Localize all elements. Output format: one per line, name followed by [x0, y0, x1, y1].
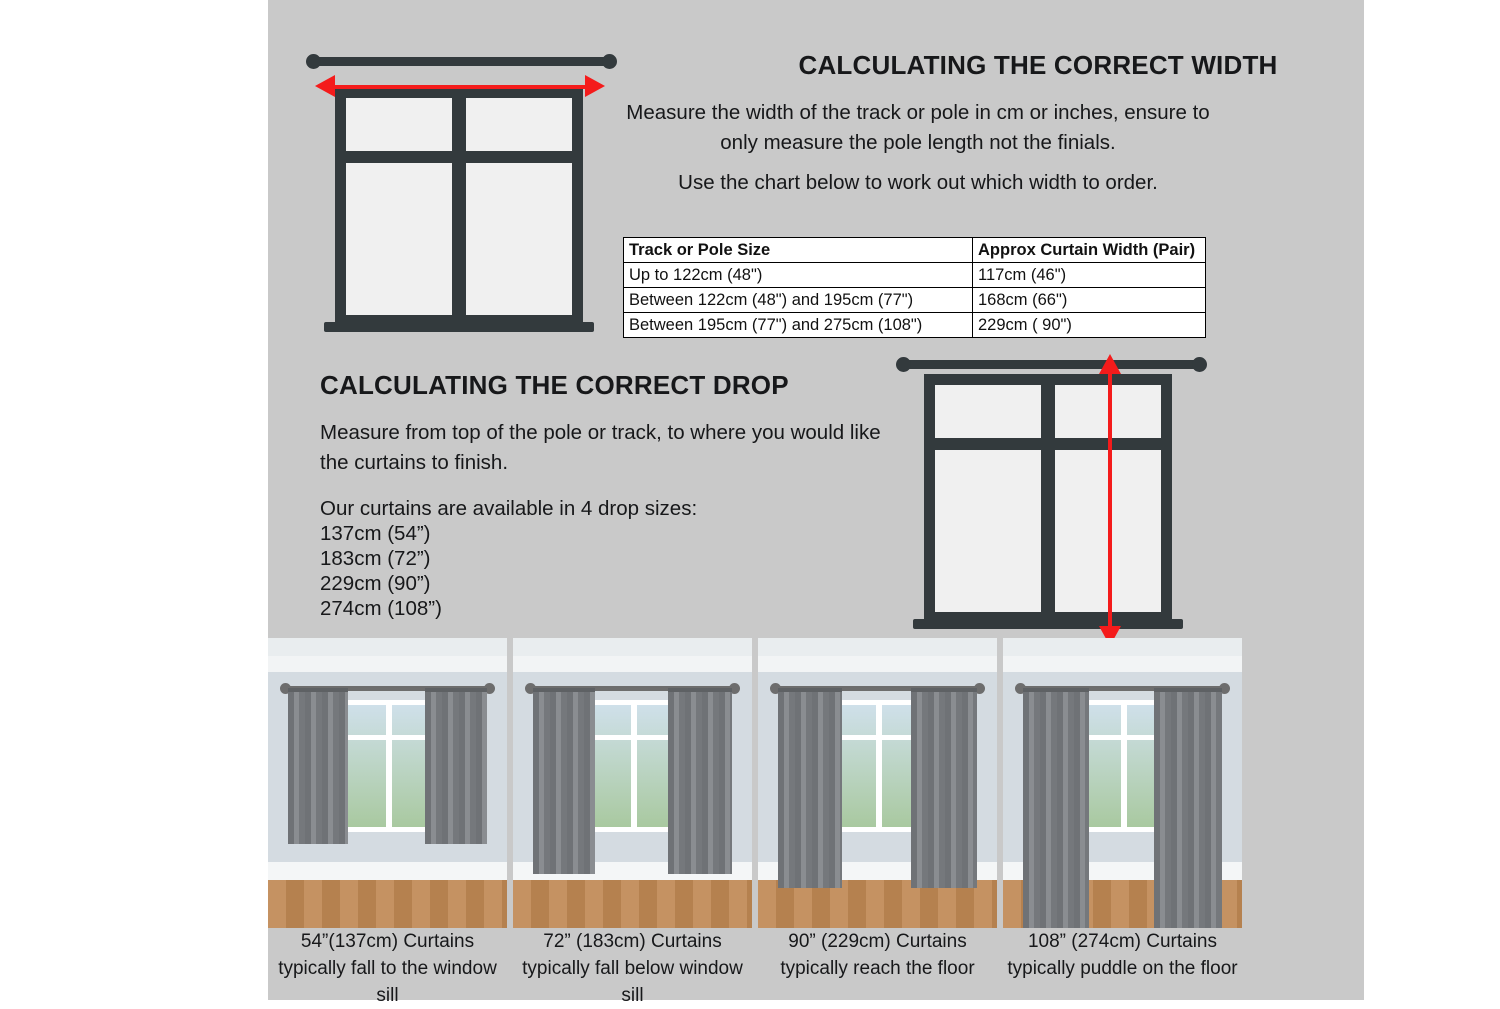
photo-caption: 54”(137cm) Curtains typically fall to the window sill [278, 931, 497, 1006]
curtain-panel-left [533, 688, 595, 874]
pole-finial-left-icon [896, 357, 911, 372]
table-cell-pole-size: Up to 122cm (48") [624, 263, 973, 288]
drop-size-2: 183cm (72”) [320, 547, 431, 570]
curtain-panel-right [425, 688, 487, 844]
wood-floor [513, 880, 752, 928]
width-arrow-head-right-icon [585, 75, 605, 97]
table-row [624, 313, 1206, 338]
table-cell-curtain-width: 229cm ( 90") [973, 313, 1206, 338]
cornice [513, 656, 752, 672]
curtain-example-photo [513, 638, 752, 928]
table-header-cell: Approx Curtain Width (Pair) [973, 238, 1206, 263]
width-diagram-window [298, 45, 628, 335]
drop-section-heading: CALCULATING THE CORRECT DROP [320, 370, 789, 400]
pole-finial-right-icon [602, 54, 617, 69]
drop-size-4: 274cm (108”) [320, 597, 442, 620]
window-pane [346, 163, 452, 315]
window-mullion [386, 705, 392, 827]
window-sill [324, 322, 594, 332]
curtain-panel-right [911, 688, 977, 888]
curtain-panel-right [668, 688, 732, 874]
table-cell-pole-size: Between 195cm (77") and 275cm (108") [624, 313, 973, 338]
cornice [268, 656, 507, 672]
table-header-cell: Track or Pole Size [624, 238, 973, 263]
photo-caption: 108” (274cm) Curtains typically puddle on the floor [1007, 931, 1238, 979]
width-paragraph-1: Measure the width of the track or pole in cm or inches, ensure to only measure the pole length not the finials. [626, 101, 1210, 154]
room-window [340, 700, 436, 832]
curtain-examples-strip [268, 638, 1364, 928]
curtain-example-photo [268, 638, 507, 928]
curtain-panel-left [778, 688, 842, 888]
curtain-panel-left [1023, 688, 1089, 928]
curtain-panel-right [1154, 688, 1222, 928]
skirting-board [268, 862, 507, 880]
window-pane [346, 98, 452, 151]
cornice [1003, 656, 1242, 672]
width-arrow-head-left-icon [315, 75, 335, 97]
cornice [758, 656, 997, 672]
window-mullion [345, 735, 431, 740]
drop-arrow-line [1108, 372, 1112, 630]
ceiling-band [513, 638, 752, 656]
window-mullion [876, 705, 882, 827]
window-mullion [835, 735, 921, 740]
window-pane [935, 385, 1041, 438]
curtain-pole [904, 360, 1200, 369]
drop-paragraph-1: Measure from top of the pole or track, to where you would like the curtains to finish. [320, 421, 881, 474]
curtain-pole [314, 57, 610, 66]
ceiling-band [1003, 638, 1242, 656]
table-cell-pole-size: Between 122cm (48") and 195cm (77") [624, 288, 973, 313]
window-mullion [631, 705, 637, 827]
window-pane [935, 450, 1041, 612]
wood-floor [268, 880, 507, 928]
drop-size-1: 137cm (54”) [320, 522, 431, 545]
ceiling-band [268, 638, 507, 656]
table-row [624, 263, 1206, 288]
width-section-heading: CALCULATING THE CORRECT WIDTH [798, 50, 1278, 80]
table-cell-curtain-width: 117cm (46") [973, 263, 1206, 288]
curtain-example-photo [1003, 638, 1242, 928]
ceiling-band [758, 638, 997, 656]
curtain-panel-left [288, 688, 348, 844]
pole-finial-left-icon [306, 54, 321, 69]
table-cell-curtain-width: 168cm (66") [973, 288, 1206, 313]
photo-caption: 72” (183cm) Curtains typically fall below window sill [522, 931, 743, 1006]
pole-finial-right-icon [1192, 357, 1207, 372]
table-header-row [624, 238, 1206, 263]
width-arrow-line [333, 85, 587, 89]
window-sill [913, 619, 1183, 629]
photo-caption: 90” (229cm) Curtains typically reach the floor [780, 931, 975, 979]
window-pane [466, 98, 572, 151]
drop-size-3: 229cm (90”) [320, 572, 431, 595]
window-mullion [1121, 705, 1127, 827]
table-row [624, 288, 1206, 313]
drop-diagram-window [886, 348, 1226, 638]
room-window [585, 700, 681, 832]
width-paragraph-2: Use the chart below to work out which width to order. [678, 171, 1158, 194]
window-mullion [590, 735, 676, 740]
width-chart-table [623, 237, 1206, 338]
drop-paragraph-2: Our curtains are available in 4 drop sizes: [320, 497, 698, 520]
drop-arrow-head-up-icon [1099, 354, 1121, 374]
curtain-example-photo [758, 638, 997, 928]
window-pane [466, 163, 572, 315]
